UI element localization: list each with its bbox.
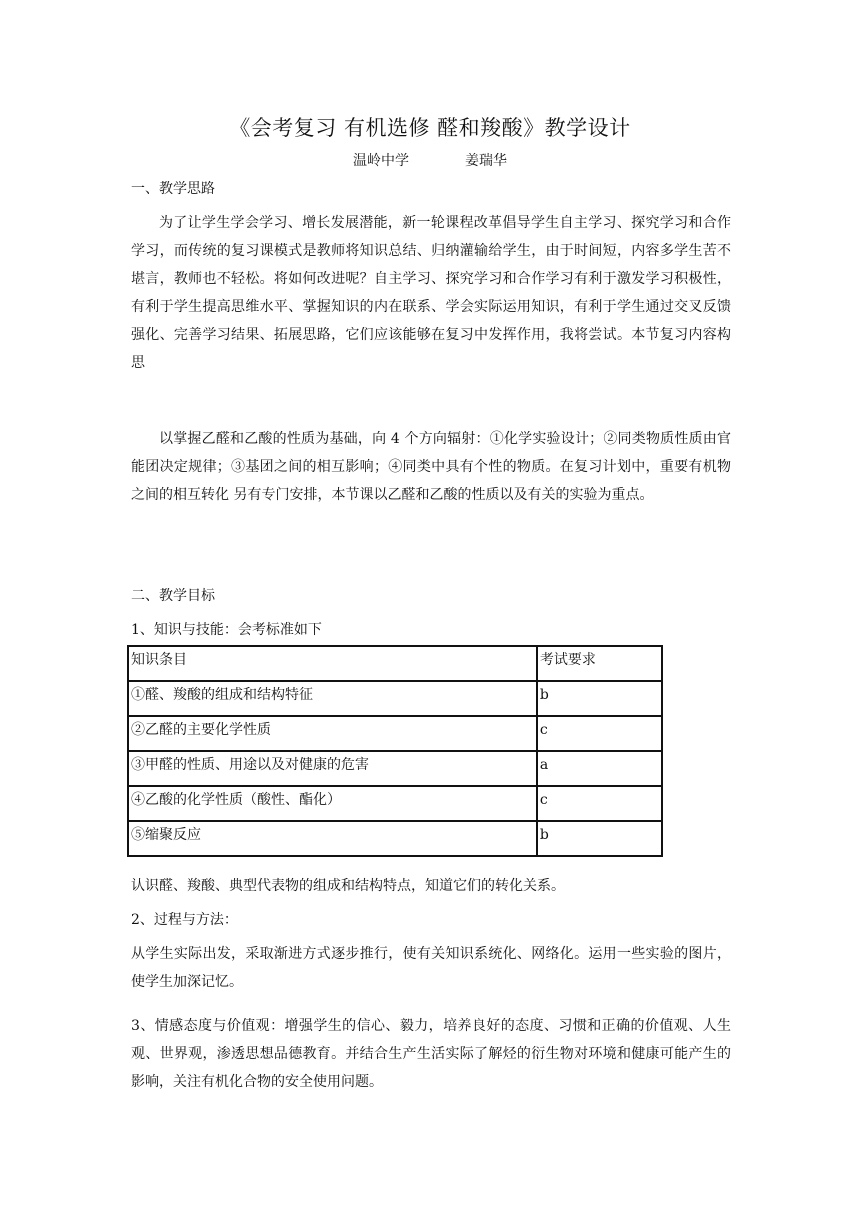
paragraph-plan: 以掌握乙醛和乙酸的性质为基础，向 4 个方向辐射：①化学实验设计；②同类物质性质由官能团决定规律；③基团之间的相互影响；④同类中具有个性的物质。在复习计划中，重要有机物之间的相互转化 另有专门安排，本节课以乙醛和乙酸的性质以及有关的实验为重点。 [131, 431, 731, 503]
table-cell: c [537, 786, 662, 821]
table-row [128, 751, 662, 786]
paragraph-after-table: 认识醛、羧酸、典型代表物的组成和结构特点，知道它们的转化关系。 [131, 878, 565, 894]
section-heading-goals: 二、教学目标 [131, 588, 215, 604]
table-cell: ③甲醛的性质、用途以及对健康的危害 [128, 751, 537, 786]
table-row [128, 716, 662, 751]
table-cell: ①醛、羧酸的组成和结构特征 [128, 681, 537, 716]
table-row [128, 821, 662, 856]
table-header-cell: 知识条目 [128, 646, 537, 681]
table-row [128, 786, 662, 821]
paragraph-attitude-values: 3、情感态度与价值观：增强学生的信心、毅力，培养良好的态度、习惯和正确的价值观、人生观、世界观，渗透思想品德教育。并结合生产生活实际了解烃的衍生物对环境和健康可能产生的影响，关注有机化合物的安全使用问题。 [131, 1018, 731, 1090]
school-name: 温岭中学 [353, 153, 409, 169]
table-cell: a [537, 751, 662, 786]
standards-table [127, 645, 663, 857]
table-header-cell: 考试要求 [537, 646, 662, 681]
table-cell: b [537, 821, 662, 856]
table-cell: b [537, 681, 662, 716]
table-cell: c [537, 716, 662, 751]
subheading-knowledge-skills: 1、知识与技能：会考标准如下 [131, 622, 322, 638]
paragraph-process-method: 从学生实际出发，采取渐进方式逐步推行，使有关知识系统化、网络化。运用一些实验的图片，使学生加深记忆。 [131, 946, 731, 990]
document-title: 《会考复习 有机选修 醛和羧酸》教学设计 [229, 116, 631, 140]
table-cell: ④乙酸的化学性质（酸性、酯化） [128, 786, 537, 821]
subheading-process-method: 2、过程与方法： [131, 912, 238, 928]
author-name: 姜瑞华 [465, 153, 507, 169]
author-line [0, 150, 860, 170]
table-cell: ②乙醛的主要化学性质 [128, 716, 537, 751]
table-header-row [128, 646, 662, 681]
table-row [128, 681, 662, 716]
paragraph-approach: 为了让学生学会学习、增长发展潜能，新一轮课程改革倡导学生自主学习、探究学习和合作学习，而传统的复习课模式是教师将知识总结、归纳灌输给学生，由于时间短，内容多学生苦不堪言，教师也不轻松。将如何改进呢？自主学习、探究学习和合作学习有利于激发学习积极性，有利于学生提高思维水平、掌握知识的内在联系、学会实际运用知识，有利于学生通过交叉反馈强化、完善学习结果、拓展思路，它们应该能够在复习中发挥作用，我将尝试。本节复习内容构思 [131, 215, 731, 371]
table-cell: ⑤缩聚反应 [128, 821, 537, 856]
section-heading-teaching-approach: 一、教学思路 [131, 181, 215, 197]
